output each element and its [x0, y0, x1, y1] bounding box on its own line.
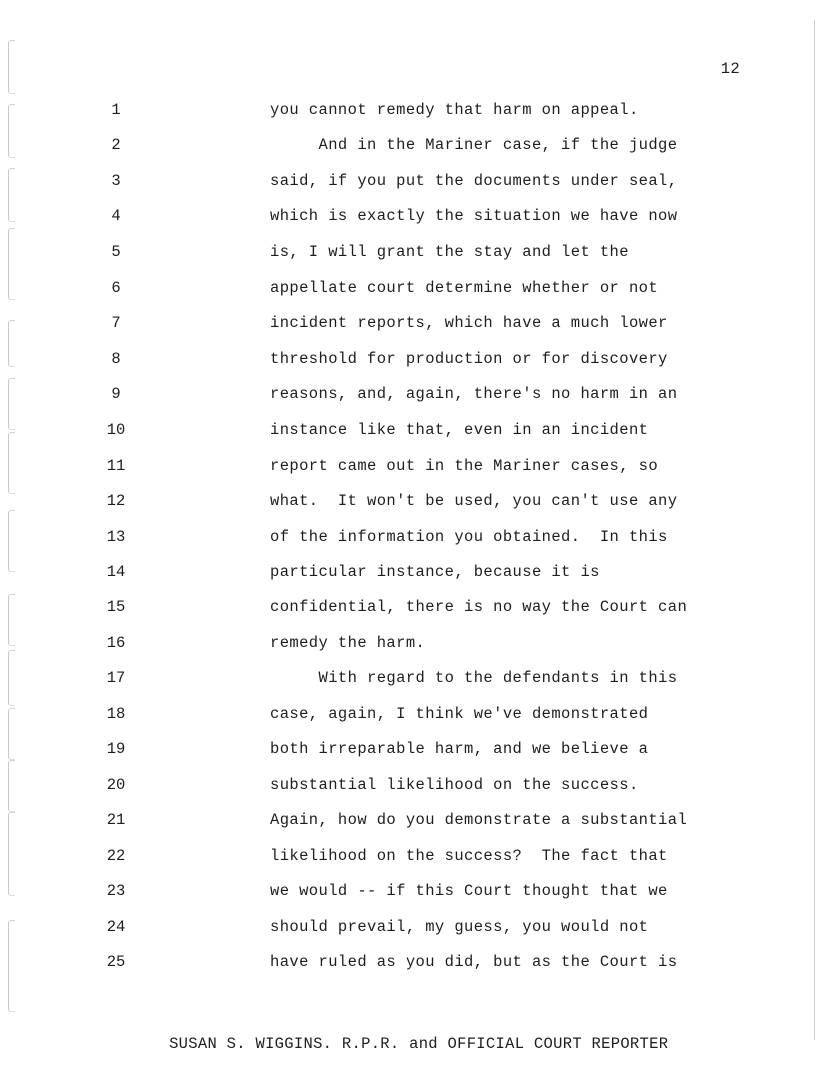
transcript-line [0, 207, 817, 227]
transcript-line [0, 385, 817, 405]
line-text: case, again, I think we've demonstrated [270, 705, 649, 723]
line-number: 18 [106, 705, 126, 723]
transcript-line [0, 492, 817, 512]
line-text: substantial likelihood on the success. [270, 776, 639, 794]
transcript-line [0, 172, 817, 192]
line-number: 23 [106, 882, 126, 900]
transcript-line [0, 528, 817, 548]
line-number: 19 [106, 740, 126, 758]
line-text: you cannot remedy that harm on appeal. [270, 101, 639, 119]
line-number: 5 [111, 243, 121, 261]
scan-edge-mark [8, 40, 15, 94]
transcript-line [0, 279, 817, 299]
line-text: both irreparable harm, and we believe a [270, 740, 649, 758]
line-number: 10 [106, 421, 126, 439]
transcript-line [0, 669, 817, 689]
line-text: particular instance, because it is [270, 563, 600, 581]
line-text: appellate court determine whether or not [270, 279, 659, 297]
transcript-line [0, 563, 817, 583]
line-number: 13 [106, 528, 126, 546]
footer-text: SUSAN S. WIGGINS. R.P.R. and OFFICIAL COURT REPORTER [169, 1035, 669, 1053]
line-text: And in the Mariner case, if the judge [270, 136, 678, 154]
line-text: likelihood on the success? The fact that [270, 847, 668, 865]
line-number: 2 [111, 136, 121, 154]
line-number: 21 [106, 811, 126, 829]
page-number: 12 [720, 60, 740, 78]
line-number: 20 [106, 776, 126, 794]
line-number: 7 [111, 314, 121, 332]
transcript-line [0, 634, 817, 654]
line-number: 4 [111, 207, 121, 225]
line-number: 8 [111, 350, 121, 368]
transcript-line [0, 101, 817, 121]
transcript-line [0, 243, 817, 263]
line-text: instance like that, even in an incident [270, 421, 649, 439]
line-number: 17 [106, 669, 126, 687]
line-number: 9 [111, 385, 121, 403]
line-text: With regard to the defendants in this [270, 669, 678, 687]
transcript-line [0, 457, 817, 477]
line-number: 6 [111, 279, 121, 297]
line-text: what. It won't be used, you can't use any [270, 492, 678, 510]
line-number: 24 [106, 918, 126, 936]
line-text: should prevail, my guess, you would not [270, 918, 649, 936]
line-text: we would -- if this Court thought that we [270, 882, 668, 900]
line-text: which is exactly the situation we have now [270, 207, 678, 225]
line-number: 16 [106, 634, 126, 652]
transcript-line [0, 882, 817, 902]
line-number: 22 [106, 847, 126, 865]
line-text: of the information you obtained. In this [270, 528, 668, 546]
transcript-line [0, 740, 817, 760]
line-number: 25 [106, 953, 126, 971]
transcript-line [0, 953, 817, 973]
transcript-line [0, 705, 817, 725]
transcript-line [0, 421, 817, 441]
line-text: threshold for production or for discovery [270, 350, 668, 368]
line-text: report came out in the Mariner cases, so [270, 457, 659, 475]
line-text: reasons, and, again, there's no harm in an [270, 385, 678, 403]
transcript-line [0, 847, 817, 867]
line-text: incident reports, which have a much lower [270, 314, 668, 332]
line-text: Again, how do you demonstrate a substantial [270, 811, 688, 829]
line-text: have ruled as you did, but as the Court is [270, 953, 678, 971]
transcript-line [0, 776, 817, 796]
reporter-footer [0, 1017, 817, 1071]
transcript-line [0, 598, 817, 618]
line-text: said, if you put the documents under seal, [270, 172, 678, 190]
transcript-line [0, 350, 817, 370]
transcript-line [0, 136, 817, 156]
transcript-line [0, 811, 817, 831]
line-number: 15 [106, 598, 126, 616]
line-text: confidential, there is no way the Court can [270, 598, 688, 616]
line-number: 1 [111, 101, 121, 119]
line-number: 14 [106, 563, 126, 581]
line-number: 11 [106, 457, 126, 475]
line-text: remedy the harm. [270, 634, 426, 652]
transcript-line [0, 918, 817, 938]
line-text: is, I will grant the stay and let the [270, 243, 629, 261]
transcript-line [0, 314, 817, 334]
line-number: 12 [106, 492, 126, 510]
line-number: 3 [111, 172, 121, 190]
